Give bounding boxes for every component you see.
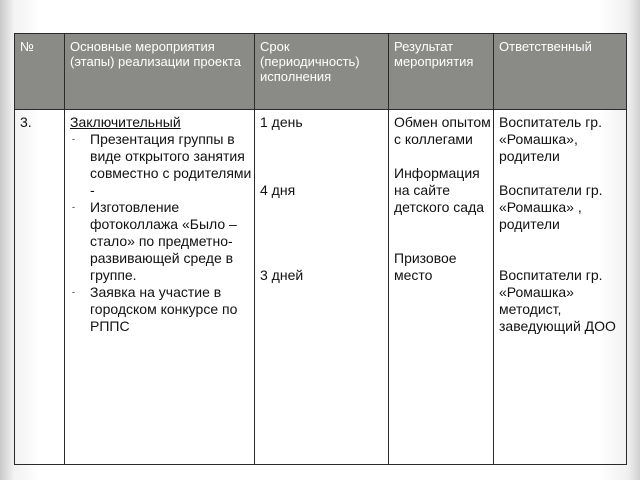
list-item	[70, 199, 254, 284]
spacer	[260, 131, 388, 182]
stage-list	[70, 131, 254, 335]
stage-item-text: Заявка на участие в городском конкурсе по РППС	[90, 284, 238, 334]
cell-result	[389, 110, 494, 465]
stage-item-text: Изготовление фотоколлажа «Было – стало» по предметно-развивающей среде в группе.	[90, 199, 237, 283]
table-header-row	[15, 34, 627, 110]
header-responsible: Ответственный	[494, 34, 627, 110]
result-2: Информация на сайте детского сада	[394, 165, 485, 215]
spacer	[260, 199, 388, 250]
result-3: Призовое место	[394, 250, 457, 283]
cell-responsible	[494, 110, 627, 465]
header-number: №	[15, 34, 65, 110]
bullet-marker: -	[72, 202, 75, 212]
table-row	[15, 110, 627, 465]
stage-item-text: Презентация группы в виде открытого занятия совместно с родителями -	[90, 131, 252, 198]
responsible-2: Воспитатели гр. «Ромашка» , родители	[499, 182, 603, 232]
spacer	[394, 216, 493, 250]
bullet-marker: -	[72, 134, 75, 144]
header-result: Результат мероприятия	[389, 34, 494, 110]
cell-term	[255, 110, 389, 465]
result-1: Обмен опытом с коллегами	[394, 114, 491, 147]
cell-number: 3.	[15, 110, 65, 465]
responsible-1: Воспитатель гр. «Ромашка», родители	[499, 114, 602, 164]
stage-title: Заключительный	[70, 114, 181, 130]
responsible-3: Воспитатели гр. «Ромашка» методист, заведующий ДОО	[499, 267, 616, 334]
header-stage: Основные мероприятия (этапы) реализации проекта	[65, 34, 255, 110]
bullet-marker: -	[72, 287, 75, 297]
spacer	[499, 165, 626, 182]
list-item	[70, 131, 254, 199]
term-2: 4 дня	[260, 182, 296, 198]
list-item	[70, 284, 254, 335]
spacer	[499, 233, 626, 267]
header-term: Срок (периодичность) исполнения	[255, 34, 389, 110]
cell-stage	[65, 110, 255, 465]
spacer	[394, 148, 493, 165]
project-plan-table	[14, 33, 627, 465]
spacer	[260, 250, 388, 267]
term-1: 1 день	[260, 114, 303, 130]
term-3: 3 дней	[260, 267, 304, 283]
